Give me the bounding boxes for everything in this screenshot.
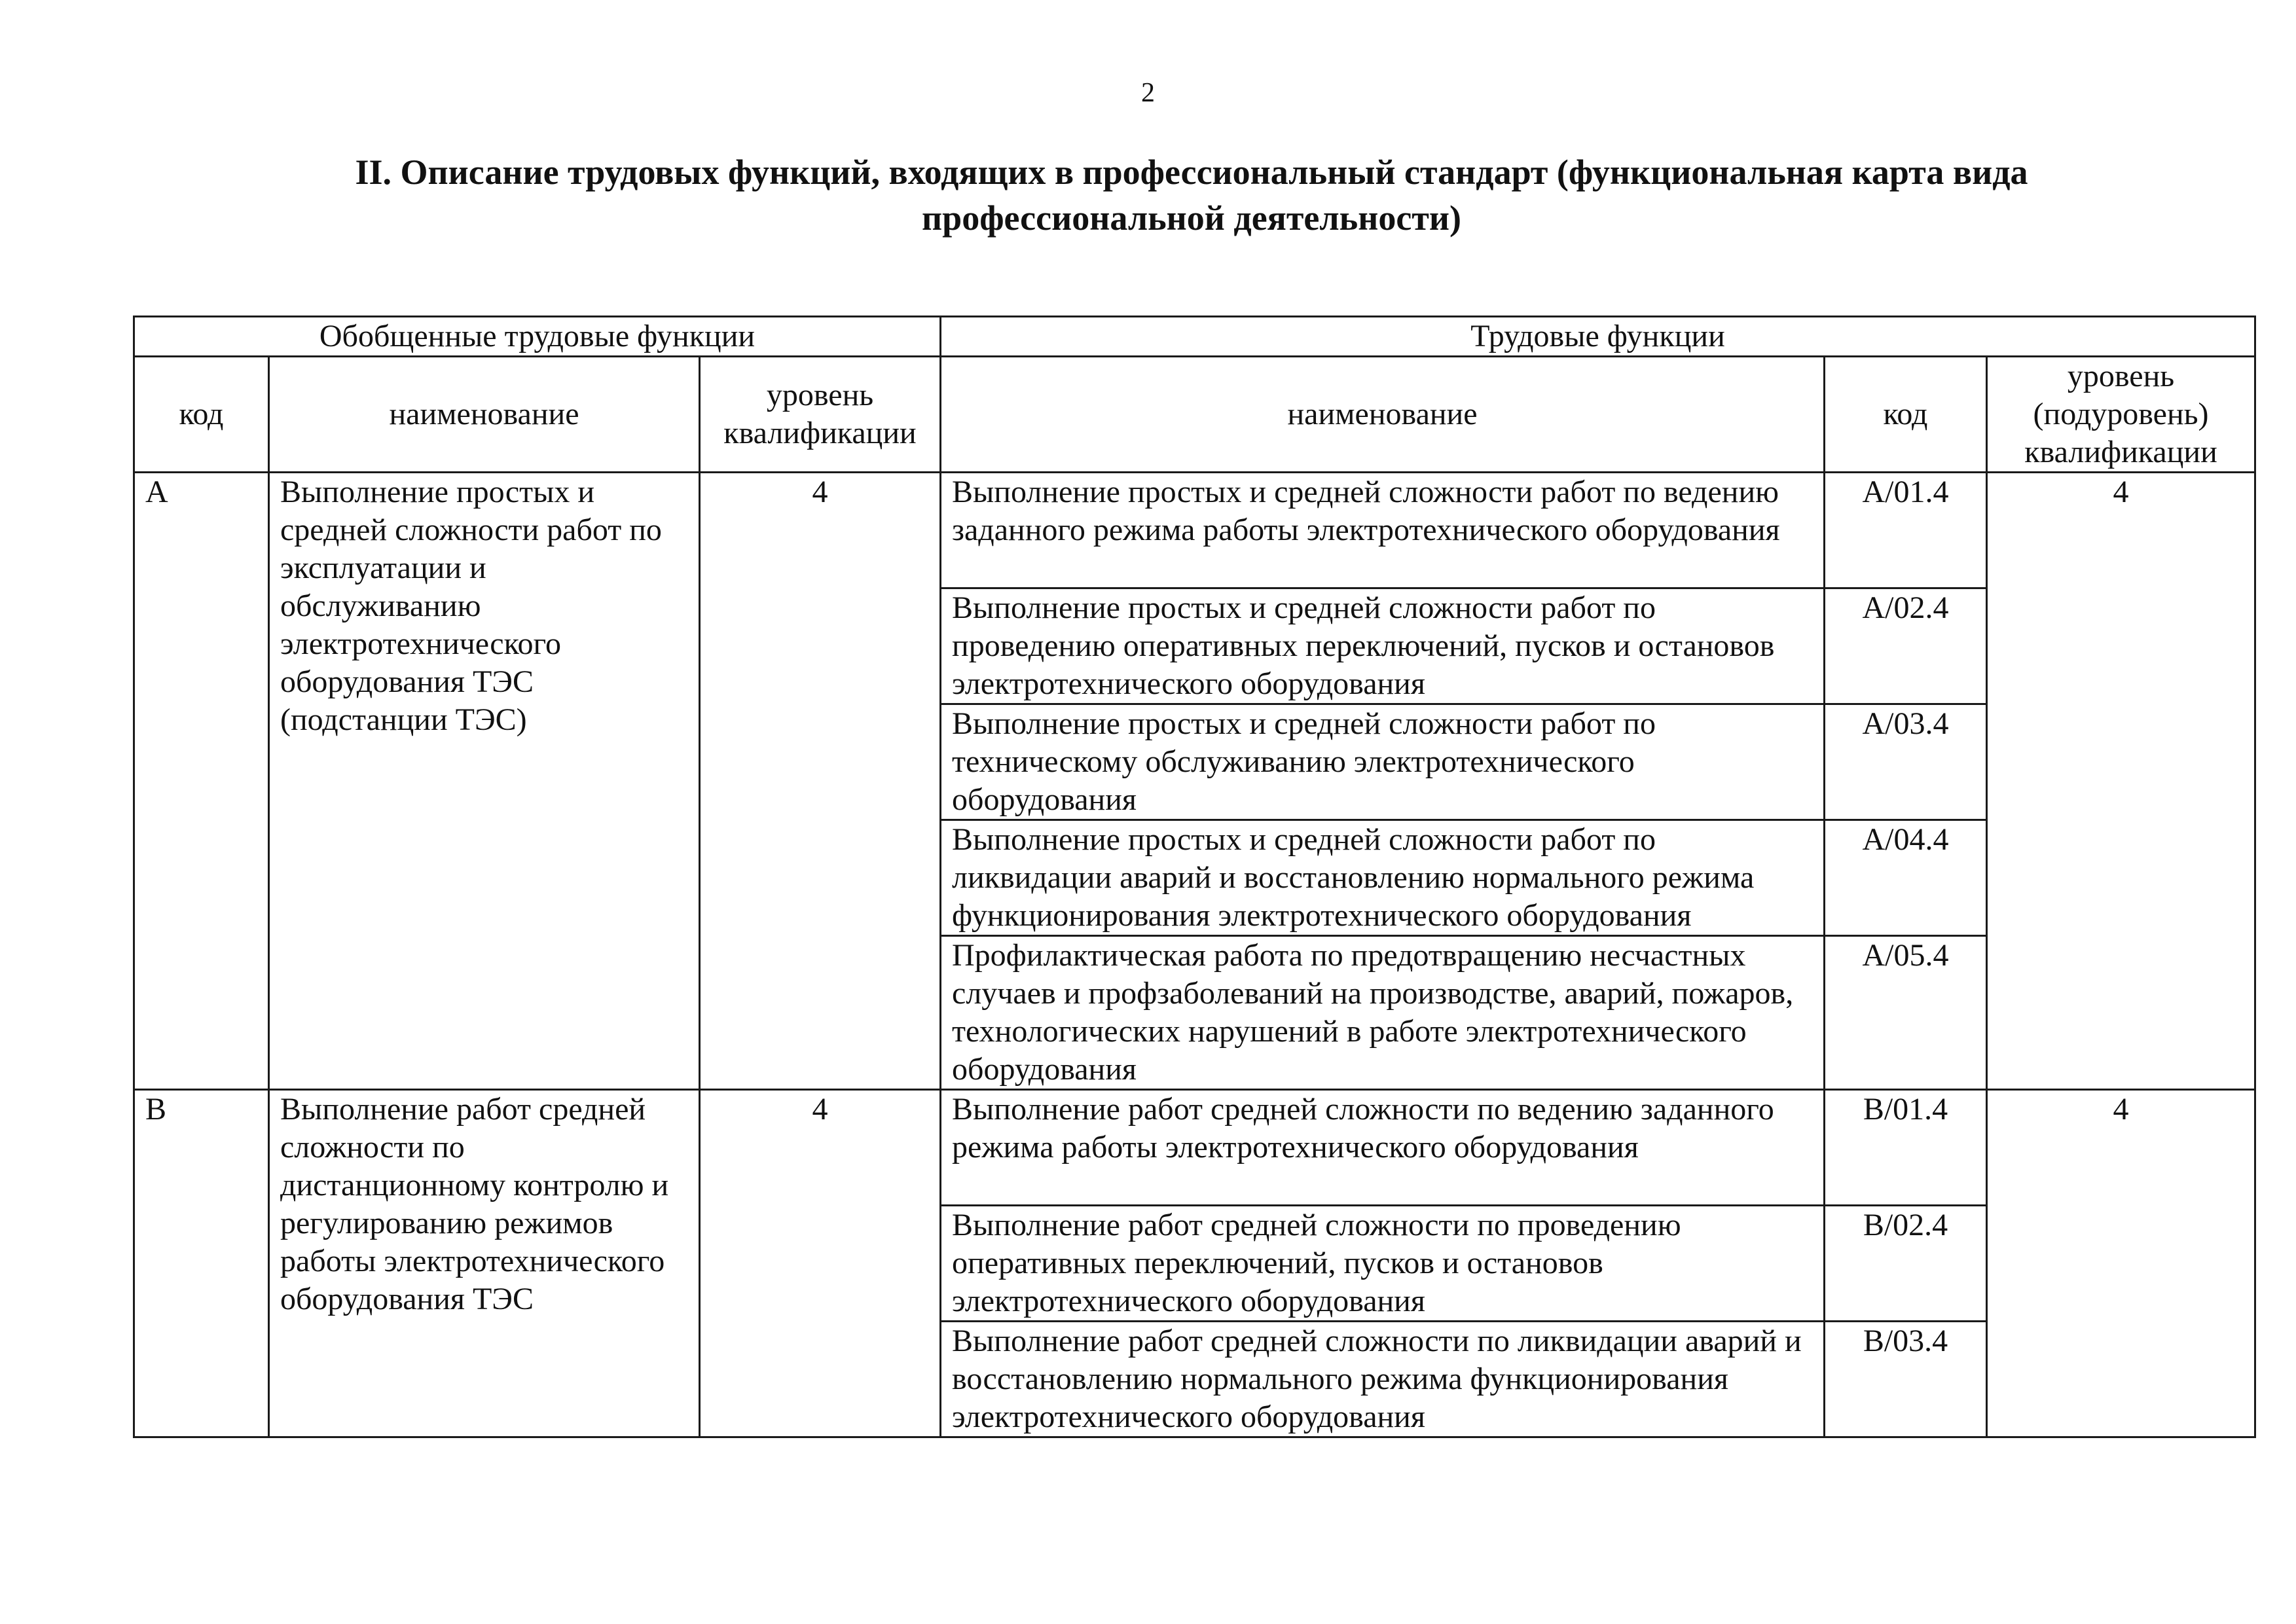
tf-name: Выполнение простых и средней сложности работ по техническому обслуживанию электротехнического оборудования — [941, 704, 1825, 820]
section-title-line-1: II. Описание трудовых функций, входящих в профессиональный стандарт (функциональная карта вида — [355, 153, 2028, 192]
gf-code-a: A — [134, 473, 269, 1090]
tf-code: B/01.4 — [1825, 1090, 1987, 1206]
section-title — [164, 149, 2219, 241]
header-generalized-functions: Обобщенные трудовые функции — [134, 317, 941, 357]
tf-name: Выполнение работ средней сложности по проведению оперативных переключений, пусков и остановов электротехнического оборудования — [941, 1206, 1825, 1322]
tf-code: A/05.4 — [1825, 936, 1987, 1090]
tf-name: Профилактическая работа по предотвращению несчастных случаев и профзаболеваний на производстве, аварий, пожаров, технологических нарушений в работе электротехнического оборудования — [941, 936, 1825, 1090]
gf-name-b: Выполнение работ средней сложности по дистанционному контролю и регулированию режимов работы электротехнического оборудования ТЭС — [269, 1090, 700, 1437]
table-row — [134, 1090, 2255, 1206]
page-number: 2 — [1141, 78, 1155, 108]
header-name: наименование — [269, 357, 700, 473]
tf-code: A/02.4 — [1825, 588, 1987, 704]
gf-name-a: Выполнение простых и средней сложности работ по эксплуатации и обслуживанию электротехнического оборудования ТЭС (подстанции ТЭС) — [269, 473, 700, 1090]
gf-level-a: 4 — [700, 473, 941, 1090]
header-tf-level: уровень (подуровень) квалификации — [1987, 357, 2255, 473]
table-row — [134, 473, 2255, 588]
section-title-line-2: профессиональной деятельности) — [922, 198, 1461, 238]
tf-name: Выполнение простых и средней сложности работ по ликвидации аварий и восстановлению нормального режима функционирования электротехнического оборудования — [941, 820, 1825, 936]
tf-sublevel-b: 4 — [1987, 1090, 2255, 1437]
column-header-row — [134, 357, 2255, 473]
tf-code: A/04.4 — [1825, 820, 1987, 936]
gf-level-b: 4 — [700, 1090, 941, 1437]
functional-map-table — [133, 316, 2256, 1438]
gf-code-b: B — [134, 1090, 269, 1437]
header-level: уровень квалификации — [700, 357, 941, 473]
tf-name: Выполнение простых и средней сложности работ по ведению заданного режима работы электротехнического оборудования — [941, 473, 1825, 588]
tf-name: Выполнение работ средней сложности по ликвидации аварий и восстановлению нормального режима функционирования электротехнического оборудования — [941, 1322, 1825, 1437]
header-code: код — [134, 357, 269, 473]
tf-name: Выполнение работ средней сложности по ведению заданного режима работы электротехнического оборудования — [941, 1090, 1825, 1206]
tf-code: B/02.4 — [1825, 1206, 1987, 1322]
tf-code: B/03.4 — [1825, 1322, 1987, 1437]
tf-code: A/01.4 — [1825, 473, 1987, 588]
tf-sublevel-a: 4 — [1987, 473, 2255, 1090]
tf-name: Выполнение простых и средней сложности работ по проведению оперативных переключений, пусков и остановов электротехнического оборудования — [941, 588, 1825, 704]
header-tf-code: код — [1825, 357, 1987, 473]
header-labor-functions: Трудовые функции — [941, 317, 2255, 357]
tf-code: A/03.4 — [1825, 704, 1987, 820]
header-tf-name: наименование — [941, 357, 1825, 473]
group-header-row — [134, 317, 2255, 357]
